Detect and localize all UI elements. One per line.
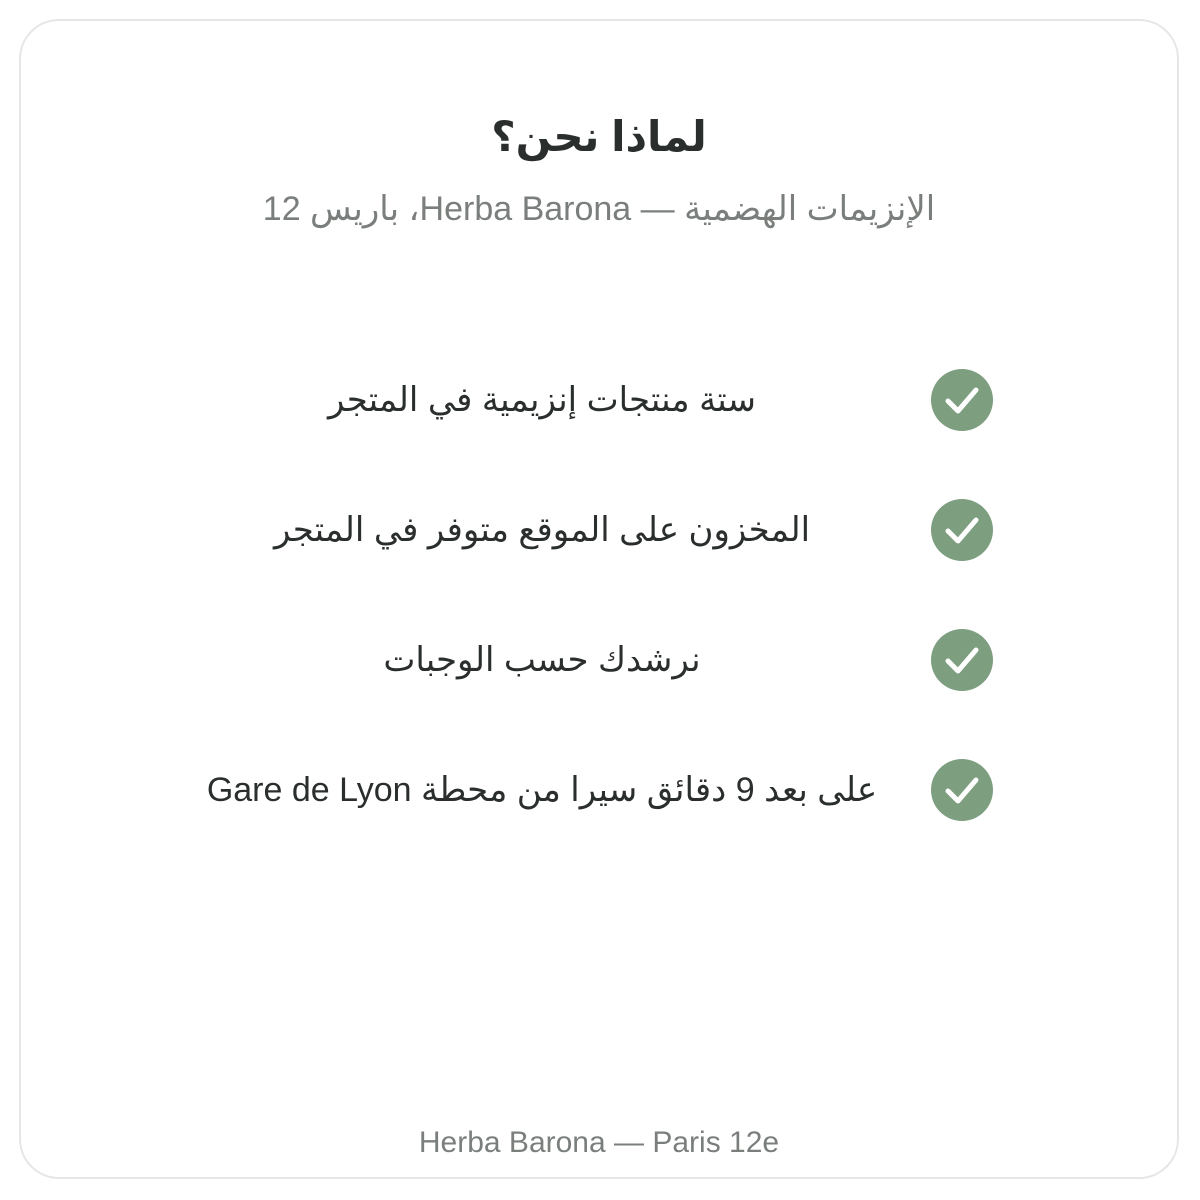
footer-text: Herba Barona — Paris 12e [418, 1126, 780, 1159]
feature-label: المخزون على الموقع متوفر في المتجر [273, 511, 811, 549]
feature-item [21, 369, 1177, 431]
feature-item [21, 759, 1177, 821]
feature-item [21, 499, 1177, 561]
page-title: لماذا نحن؟ [491, 113, 707, 160]
feature-label: نرشدك حسب الوجبات [383, 641, 701, 679]
feature-label: ستة منتجات إنزيمية في المتجر [327, 381, 757, 419]
feature-item [21, 629, 1177, 691]
page-subtitle: الإنزيمات الهضمية — Herba Barona، باريس 12 [262, 190, 936, 228]
card [19, 19, 1179, 1179]
feature-label: على بعد 9 دقائق سيرا من محطة Gare de Lyon [206, 771, 878, 809]
feature-list [21, 21, 1177, 1177]
